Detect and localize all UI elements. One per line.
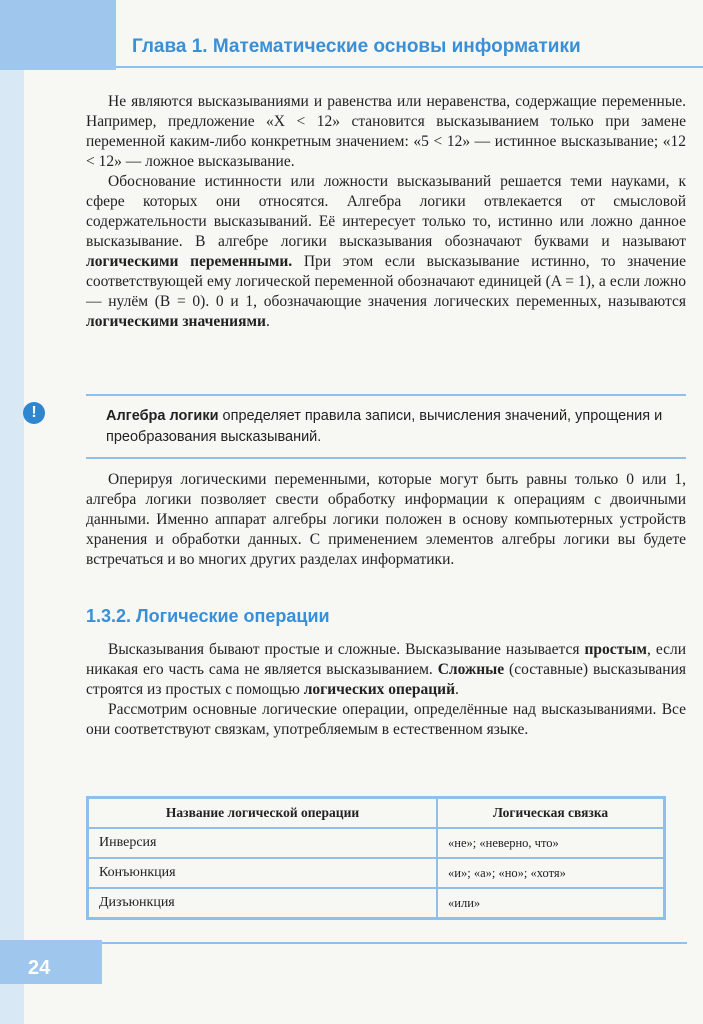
paragraph bbox=[86, 172, 686, 332]
text-block-top bbox=[86, 92, 686, 332]
text-run: При этом если высказывание истинно, то значение соответствующей ему логической переменной обозначают единицей (A = 1), а если ложно — нулём (B = 0). 0 и 1, обозначающие значения логических переменных, называются bbox=[86, 253, 686, 310]
table-cell: Конъюнкция bbox=[88, 858, 438, 888]
page-number: 24 bbox=[0, 940, 102, 984]
left-margin-strip bbox=[0, 0, 24, 1024]
paragraph: Не являются высказываниями и равенства или неравенства, содержащие переменные. Например, предложение «X < 12» становится высказыванием только при замене переменной каким-либо конкретным значением: «5 < 12» — истинное высказывание; «12 < 12» — ложное высказывание. bbox=[86, 93, 686, 170]
table-cell: Инверсия bbox=[88, 828, 438, 858]
text-block-section bbox=[86, 640, 686, 740]
table-row bbox=[88, 888, 665, 919]
bold-term: Сложные bbox=[437, 661, 505, 678]
text-run: Высказывания бывают простые и сложные. Высказывание называется bbox=[108, 641, 585, 658]
note-body: определяет правила записи, вычисления значений, упрощения и преобразования высказываний. bbox=[106, 408, 663, 445]
bold-term: простым bbox=[584, 641, 647, 658]
note-text bbox=[86, 396, 686, 457]
definition-note bbox=[86, 394, 686, 459]
header-divider bbox=[116, 66, 703, 68]
bold-term: логическими переменными. bbox=[86, 253, 293, 270]
text-run: . bbox=[265, 313, 270, 330]
text-block-mid bbox=[86, 470, 686, 570]
paragraph: Рассмотрим основные логические операции, определённые над высказываниями. Все они соответствуют связкам, употребляемым в естественном языке. bbox=[86, 701, 686, 738]
column-header: Логическая связка bbox=[437, 798, 664, 829]
table-header-row bbox=[88, 798, 665, 829]
bold-term: логическими значениями bbox=[86, 313, 266, 330]
text-run: (составные) высказывания строятся из простых с помощью bbox=[86, 661, 686, 698]
logic-operations-table bbox=[86, 796, 666, 920]
footer-divider bbox=[100, 942, 687, 944]
table-row bbox=[88, 828, 665, 858]
text-run: , если никакая его часть сама не является высказыванием. bbox=[86, 641, 686, 678]
paragraph bbox=[86, 640, 686, 700]
text-run: Обоснование истинности или ложности высказываний решается теми науками, к сфере которых они относятся. Алгебра логики отвлекается от смысловой содержательности высказываний. Её интересует только то, истинно или ложно данное высказывание. В алгебре логики высказывания обозначают буквами и называют bbox=[86, 173, 686, 250]
note-term: Алгебра логики bbox=[106, 408, 219, 424]
column-header: Название логической операции bbox=[88, 798, 438, 829]
table-cell: Дизъюнкция bbox=[88, 888, 438, 919]
text-run: . bbox=[455, 681, 459, 698]
table-cell: «и»; «а»; «но»; «хотя» bbox=[437, 858, 664, 888]
header-tab bbox=[0, 0, 116, 70]
paragraph: Оперируя логическими переменными, которые могут быть равны только 0 или 1, алгебра логики позволяет свести обработку информации к операциям с двоичными данными. Именно аппарат алгебры логики положен в основу компьютерных устройств хранения и обработки данных. С применением элементов алгебры логики вы будете встречаться и во многих других разделах информатики. bbox=[86, 471, 686, 568]
exclamation-icon: ! bbox=[23, 402, 45, 424]
table-cell: «не»; «неверно, что» bbox=[437, 828, 664, 858]
bold-term: логических операций bbox=[303, 681, 456, 698]
table-row bbox=[88, 858, 665, 888]
note-divider-bottom bbox=[86, 457, 686, 459]
table-cell: «или» bbox=[437, 888, 664, 919]
section-title: 1.3.2. Логические операции bbox=[86, 606, 330, 626]
chapter-title: Глава 1. Математические основы информатики bbox=[132, 36, 581, 57]
